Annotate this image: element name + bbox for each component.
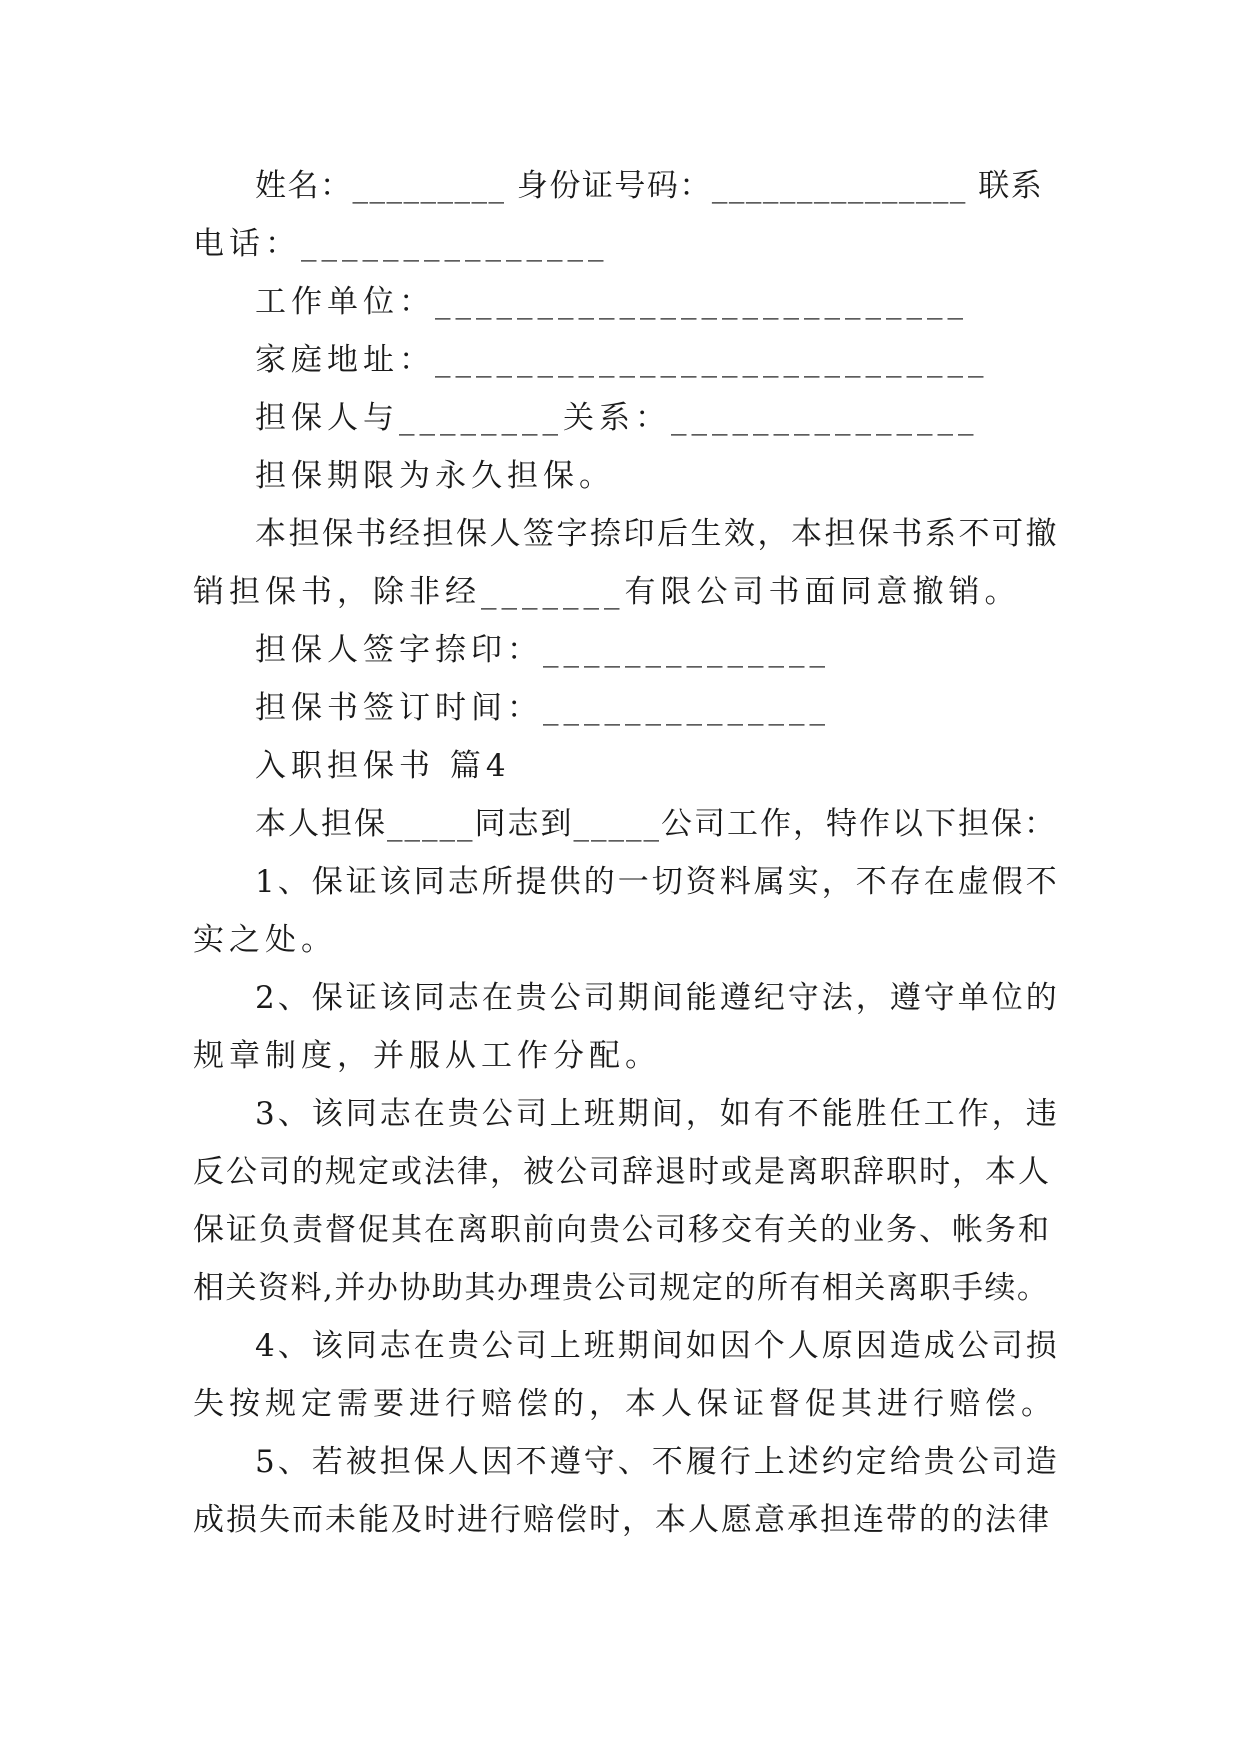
clause-3-line-1: 3、该同志在贵公司上班期间，如有不能胜任工作，违 [255,1096,1060,1132]
clause-2-line-2: 规章制度，并服从工作分配。 [193,1038,661,1074]
clause-1-line-2: 实之处。 [193,922,337,958]
clause-2-line-1: 2、保证该同志在贵公司期间能遵纪守法，遵守单位的 [255,980,1060,1016]
effect-clause-line-2: 销担保书，除非经_______有限公司书面同意撤销。 [193,574,1021,610]
signing-date-line: 担保书签订时间：______________ [255,690,830,726]
home-address-line: 家庭地址：___________________________ [255,342,989,378]
clause-3-line-3: 保证负责督促其在离职前向贵公司移交有关的业务、帐务和 [193,1212,1051,1248]
name-id-phone-line: 姓名：_________ 身份证号码：_______________ 联系 [255,168,1044,204]
relationship-line: 担保人与________关系：_______________ [255,400,979,436]
section-heading: 入职担保书 篇4 [255,748,511,784]
guarantor-signature-line: 担保人签字捺印：______________ [255,632,830,668]
clause-3-line-4: 相关资料,并办协助其办理贵公司规定的所有相关离职手续。 [193,1270,1050,1306]
clause-5-line-2: 成损失而未能及时进行赔偿时，本人愿意承担连带的的法律 [193,1502,1051,1538]
clause-5-line-1: 5、若被担保人因不遵守、不履行上述约定给贵公司造 [255,1444,1060,1480]
clause-4-line-2: 失按规定需要进行赔偿的，本人保证督促其进行赔偿。 [193,1386,1057,1422]
phone-line: 电话：_______________ [193,226,609,262]
work-unit-line: 工作单位：__________________________ [255,284,968,320]
effect-clause-line-1: 本担保书经担保人签字捺印后生效，本担保书系不可撤 [255,516,1059,552]
clause-1-line-1: 1、保证该同志所提供的一切资料属实，不存在虚假不 [255,864,1060,900]
clause-3-line-2: 反公司的规定或法律，被公司辞退时或是离职辞职时，本人 [193,1154,1051,1190]
clause-4-line-1: 4、该同志在贵公司上班期间如因个人原因造成公司损 [255,1328,1060,1364]
guarantee-intro-line: 本人担保_____同志到_____公司工作，特作以下担保： [255,806,1057,842]
guarantee-period-line: 担保期限为永久担保。 [255,458,615,494]
